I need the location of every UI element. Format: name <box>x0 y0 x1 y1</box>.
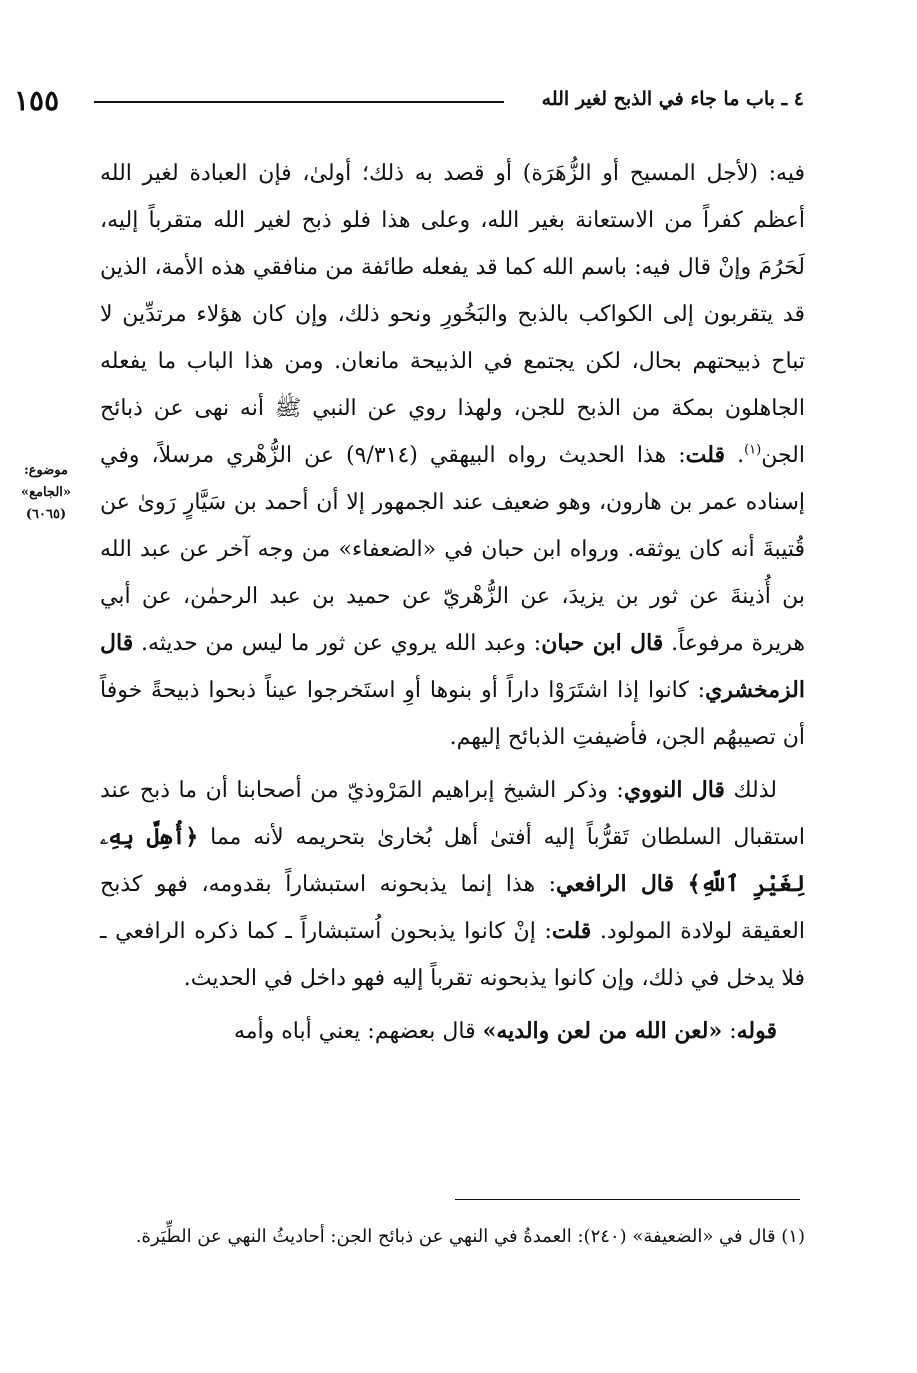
margin-note-line: (٦٠٦٥) <box>25 507 67 522</box>
text: لذلك <box>724 778 777 803</box>
text: : وعبد الله يروي عن ثور ما ليس من حديثه. <box>133 631 542 656</box>
text: : إنْ كانوا يذبحون اُستبشاراً ـ كما ذكره الرافعي ـ فلا يدخل في ذلك، وإن كانوا يذبحونه تقرباً إليه فهو داخل في الحديث. <box>100 919 805 991</box>
margin-note-line: «الجامع» <box>20 485 72 500</box>
chapter-title: ٤ ـ باب ما جاء في الذبح لغير الله <box>541 88 804 110</box>
margin-note-line: موضوع: <box>24 463 68 478</box>
main-text <box>100 150 805 1055</box>
text: : وذكر الشيخ إبراهيم المَرْوذيّ من أصحابنا أن ما ذبح عند استقبال السلطان تَقرُّباً إليه أفتىٰ أهل بُخارىٰ بتحريمه لأنه مما <box>100 778 805 850</box>
hadith-quote: «لعن الله من لعن والديه» <box>482 1018 723 1044</box>
paragraph-1 <box>100 150 805 761</box>
running-header <box>14 84 804 120</box>
keyword-rafii: قال الرافعي <box>556 871 675 897</box>
text: : <box>722 1019 737 1044</box>
keyword-ibn-hibban: قال ابن حبان <box>541 630 664 656</box>
text: . <box>725 443 745 468</box>
margin-note <box>10 460 82 526</box>
text: فيه: (لأجل المسيح أو الزُّهَرَة) أو قصد به ذلك؛ أولىٰ، فإن العبادة لغير الله أعظم كفراً من الاستعانة بغير الله، وعلى هذا فلو ذبح لغير الله متقرباً إليه، لَحَرُمَ وإنْ قال فيه: باسم الله كما قد يفعله طائفة من منافقي هذه الأمة، الذين قد يتقربون إلى الكواكب بالذبح والبَخُورِ ونحو ذلك، وإن كان هؤلاء مرتدِّين لا تباح ذبيحتهم بحال، لكن يجتمع في الذبيحة مانعان. ومن هذا الباب ما يفعله الجاهلون بمكة من الذبح للجن، ولهذا روي عن النبي ﷺ أنه نهى عن ذبائح الجن <box>100 161 805 468</box>
keyword-zamakhshari: قال الزمخشري <box>100 630 805 703</box>
text <box>674 872 688 897</box>
header-rule <box>94 101 504 103</box>
page-number: ١٥٥ <box>14 84 60 117</box>
keyword-qawluhu: قوله <box>736 1018 777 1044</box>
footnote: (١) قال في «الضعيفة» (٢٤٠): العمدةُ في النهي عن ذبائح الجن: أحاديثُ النهي عن الطِّيَرة. <box>135 1226 805 1247</box>
keyword-nawawi: قال النووي <box>623 777 725 803</box>
text: : كانوا إذا اشتَرَوْا داراً أو بنوها أوِ استَخرجوا عيناً ذبحوا ذبيحةً خوفاً أن تصيبهُم الجن، فأضيفتِ الذبائح إليهم. <box>100 678 805 750</box>
paragraph-3 <box>100 1008 805 1055</box>
quran-quote: ﴿أُهِلَّ بِهِۦ لِغَيْرِ ٱللَّهِ﴾ <box>100 824 805 897</box>
footnote-marker: (١) <box>744 442 762 458</box>
text: : هذا إنما يذبحونه استبشاراً بقدومه، فهو كذبح العقيقة لولادة المولود. <box>100 872 805 944</box>
paragraph-2 <box>100 767 805 1002</box>
keyword-qultu: قلت <box>551 918 592 944</box>
footnote-rule <box>455 1199 800 1200</box>
text: قال بعضهم: يعني أباه وأمه <box>233 1019 483 1044</box>
text: : هذا الحديث رواه البيهقي (٩/٣١٤) عن الزُّهْري مرسلاً، وفي إسناده عمر بن هارون، وهو ضعيف عند الجمهور إلا أن أحمد بن سَيَّارٍ رَوىٰ عن قُتيبةَ أنه كان يوثقه. ورواه ابن حبان في «الضعفاء» من وجه آخر عن عبد الله بن أُذينةَ عن ثور بن يزيدَ، عن الزُّهْريّ عن حميد بن عبد الرحمٰن، عن أبي هريرة مرفوعاً. <box>100 443 805 656</box>
keyword-qultu: قلت <box>685 442 726 468</box>
